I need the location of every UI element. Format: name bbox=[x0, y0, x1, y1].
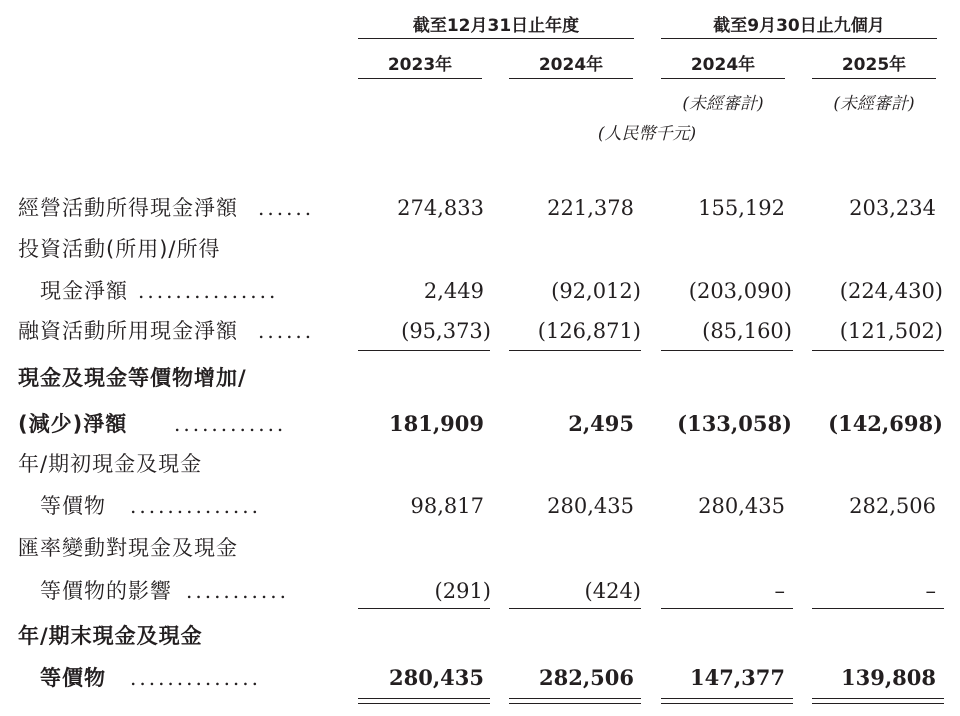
value-fx-2023: (291) bbox=[434, 579, 491, 603]
value-fx-2025-9m: – bbox=[925, 579, 936, 603]
value-fin-2024-9m: (85,160) bbox=[702, 319, 792, 343]
leader-dots: ........... bbox=[186, 579, 289, 603]
row-label-financing: 融資活動所用現金淨額 bbox=[18, 319, 238, 343]
value-op-2023: 274,833 bbox=[397, 196, 484, 220]
value-begin-2023: 98,817 bbox=[410, 494, 484, 518]
value-fin-2023: (95,373) bbox=[401, 319, 491, 343]
value-inv-2024-9m: (203,090) bbox=[688, 279, 792, 303]
subtotal-rule bbox=[812, 608, 944, 609]
column-header-2023: 2023年 bbox=[358, 46, 482, 79]
subtotal-rule bbox=[509, 608, 641, 609]
row-label-net-change: 現金及現金等價物增加/ bbox=[18, 366, 247, 390]
value-end-2025-9m: 139,808 bbox=[841, 665, 936, 690]
subtotal-rule bbox=[661, 350, 793, 351]
value-net-2024-9m: (133,058) bbox=[677, 411, 792, 436]
value-op-2024-9m: 155,192 bbox=[698, 196, 785, 220]
value-fx-2024-9m: – bbox=[774, 579, 785, 603]
value-net-2024: 2,495 bbox=[568, 411, 634, 436]
value-fin-2025-9m: (121,502) bbox=[839, 319, 943, 343]
value-end-2024: 282,506 bbox=[539, 665, 634, 690]
subtotal-rule bbox=[812, 350, 944, 351]
value-op-2025-9m: 203,234 bbox=[849, 196, 936, 220]
leader-dots: ...... bbox=[258, 319, 315, 343]
row-label-operating: 經營活動所得現金淨額 bbox=[18, 196, 238, 220]
header-group-nine-months: 截至9月30日止九個月 bbox=[661, 8, 937, 39]
leader-dots: .............. bbox=[130, 666, 262, 690]
row-label-net-change-cont: (減少)淨額 bbox=[18, 412, 128, 436]
total-double-rule bbox=[661, 698, 793, 704]
leader-dots: ...... bbox=[258, 196, 315, 220]
unaudited-note-2025: (未經審計) bbox=[833, 93, 915, 114]
row-label-beginning: 年/期初現金及現金 bbox=[18, 452, 203, 476]
value-begin-2024: 280,435 bbox=[547, 494, 634, 518]
value-end-2024-9m: 147,377 bbox=[690, 665, 785, 690]
total-double-rule bbox=[509, 698, 641, 704]
subtotal-rule bbox=[358, 608, 490, 609]
value-begin-2024-9m: 280,435 bbox=[698, 494, 785, 518]
total-double-rule bbox=[358, 698, 490, 704]
value-fx-2024: (424) bbox=[584, 579, 641, 603]
value-inv-2023: 2,449 bbox=[423, 279, 484, 303]
value-op-2024: 221,378 bbox=[547, 196, 634, 220]
leader-dots: ............... bbox=[138, 279, 279, 303]
currency-unit: (人民幣千元) bbox=[597, 123, 697, 144]
row-label-fx-effect-cont: 等價物的影響 bbox=[40, 579, 172, 603]
row-label-ending: 年/期末現金及現金 bbox=[18, 624, 203, 648]
value-inv-2025-9m: (224,430) bbox=[839, 279, 943, 303]
value-begin-2025-9m: 282,506 bbox=[849, 494, 936, 518]
value-end-2023: 280,435 bbox=[389, 665, 484, 690]
leader-dots: ............ bbox=[174, 412, 287, 436]
column-header-2024-fy: 2024年 bbox=[509, 46, 633, 79]
leader-dots: .............. bbox=[130, 494, 262, 518]
value-inv-2024: (92,012) bbox=[551, 279, 641, 303]
header-group-full-year: 截至12月31日止年度 bbox=[358, 8, 634, 39]
column-header-2025-9m: 2025年 bbox=[812, 46, 936, 79]
subtotal-rule bbox=[358, 350, 490, 351]
row-label-investing-cont: 現金淨額 bbox=[40, 279, 128, 303]
row-label-investing: 投資活動(所用)/所得 bbox=[18, 237, 221, 261]
subtotal-rule bbox=[509, 350, 641, 351]
unaudited-note-2024: (未經審計) bbox=[682, 93, 764, 114]
row-label-beginning-cont: 等價物 bbox=[40, 494, 106, 518]
value-fin-2024: (126,871) bbox=[537, 319, 641, 343]
value-net-2023: 181,909 bbox=[389, 411, 484, 436]
total-double-rule bbox=[812, 698, 944, 704]
row-label-ending-cont: 等價物 bbox=[40, 666, 106, 690]
column-header-2024-9m: 2024年 bbox=[661, 46, 785, 79]
row-label-fx-effect: 匯率變動對現金及現金 bbox=[18, 536, 238, 560]
value-net-2025-9m: (142,698) bbox=[828, 411, 943, 436]
subtotal-rule bbox=[661, 608, 793, 609]
